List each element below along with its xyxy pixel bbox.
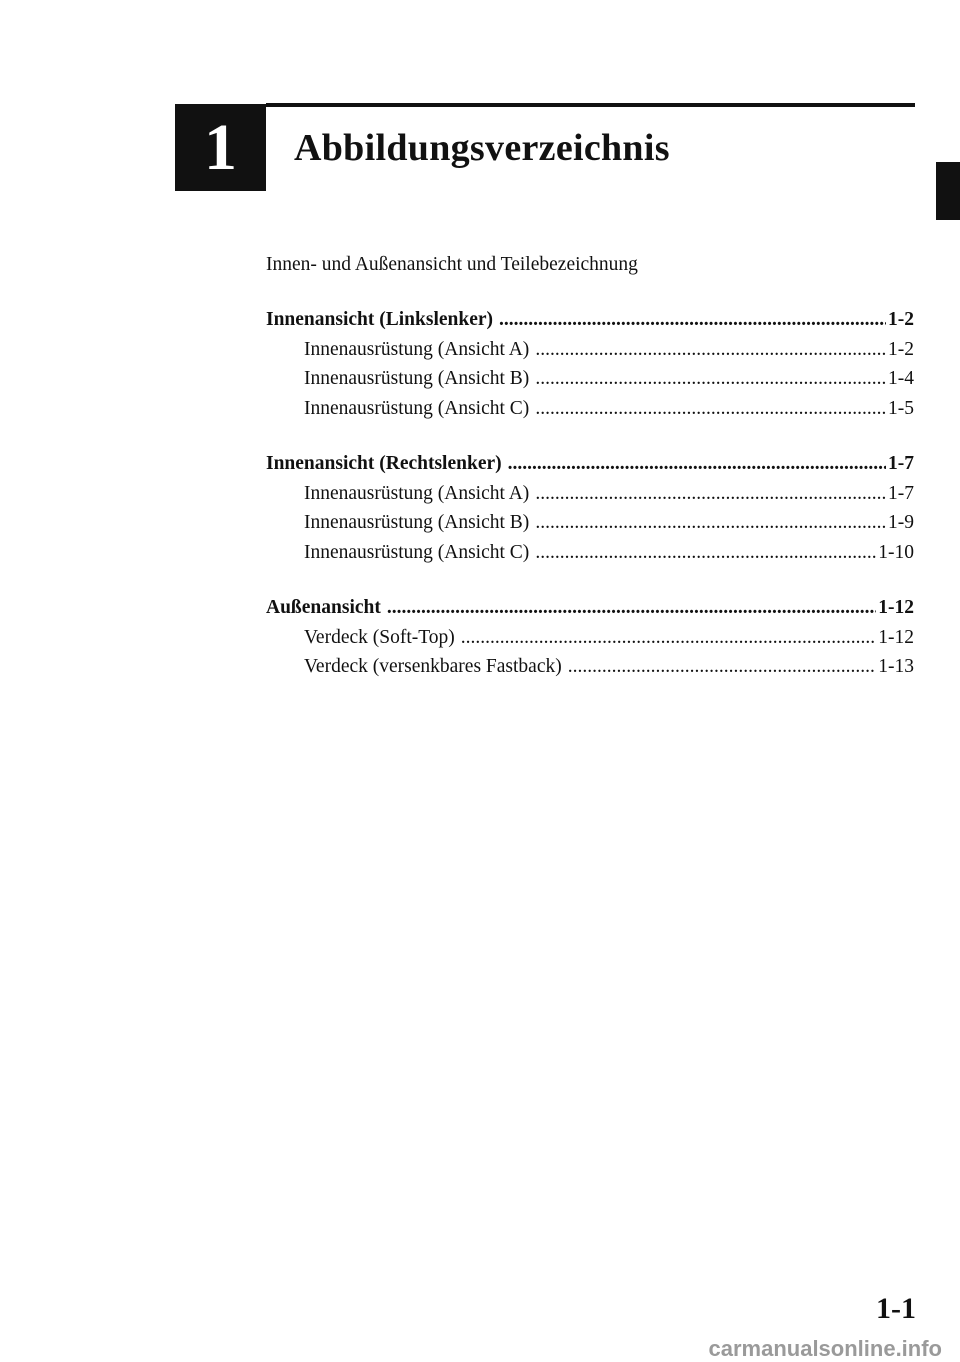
toc-entry-aussenansicht[interactable] (266, 593, 914, 623)
toc-entry-page: 1-2 (888, 309, 914, 330)
page-number: 1-1 (876, 1292, 916, 1325)
toc-entry-label: Innenausrüstung (Ansicht C) (304, 541, 530, 563)
toc-entry-page: 1-9 (888, 512, 914, 533)
toc-entry-label: Innenausrüstung (Ansicht C) (304, 397, 530, 419)
toc-entry-linkslenker-ansicht-c[interactable] (266, 394, 914, 424)
chapter-title: Abbildungsverzeichnis (294, 127, 670, 169)
toc-entry-label: Verdeck (versenkbares Fastback) (304, 656, 562, 677)
dot-leader (568, 652, 877, 682)
group-spacer (266, 567, 914, 593)
toc-entry-label: Innenansicht (Linkslenker) (266, 309, 494, 330)
toc-entry-page: 1-7 (888, 453, 914, 474)
toc-entry-label: Innenausrüstung (Ansicht B) (304, 512, 530, 533)
toc-entry-page: 1-5 (888, 397, 914, 419)
toc-entry-linkslenker-ansicht-b[interactable] (266, 364, 914, 394)
dot-leader (387, 593, 876, 623)
group-spacer (266, 423, 914, 449)
toc-entry-label: Innenausrüstung (Ansicht B) (304, 368, 530, 389)
dot-leader (535, 364, 886, 394)
dot-leader (461, 623, 876, 653)
toc-entry-innenansicht-linkslenker[interactable] (266, 305, 914, 335)
toc-entry-label: Innenausrüstung (Ansicht A) (304, 338, 530, 360)
dot-leader (508, 449, 886, 479)
toc-entry-innenansicht-rechtslenker[interactable] (266, 449, 914, 479)
toc-entry-page: 1-13 (878, 656, 914, 677)
toc-entry-rechtslenker-ansicht-c[interactable] (266, 538, 914, 568)
toc-entry-label: Außenansicht (266, 597, 381, 618)
toc-entry-rechtslenker-ansicht-a[interactable] (266, 479, 914, 509)
chapter-rule (266, 103, 915, 107)
toc-entry-page: 1-12 (878, 597, 914, 618)
dot-leader (535, 538, 876, 568)
dot-leader (535, 479, 886, 509)
watermark: carmanualsonline.info (708, 1336, 942, 1361)
dot-leader (535, 335, 886, 365)
toc-entry-label: Verdeck (Soft-Top) (304, 626, 455, 648)
dot-leader (535, 394, 886, 424)
dot-leader (499, 305, 886, 335)
toc-entry-page: 1-10 (878, 541, 914, 563)
toc-entry-page: 1-2 (888, 338, 914, 360)
toc-entry-linkslenker-ansicht-a[interactable] (266, 335, 914, 365)
chapter-edge-tab (936, 162, 960, 220)
chapter-number: 1 (204, 110, 237, 184)
toc-entry-label: Innenausrüstung (Ansicht A) (304, 482, 530, 504)
toc-entry-label: Innenansicht (Rechtslenker) (266, 453, 502, 474)
toc-entry-verdeck-fastback[interactable] (266, 652, 914, 682)
chapter-number-box (175, 104, 266, 191)
table-of-contents (266, 250, 914, 682)
toc-intro: Innen- und Außenansicht und Teilebezeichnung (266, 254, 638, 275)
dot-leader (535, 508, 886, 538)
toc-entry-rechtslenker-ansicht-b[interactable] (266, 508, 914, 538)
toc-entry-page: 1-4 (888, 368, 914, 389)
toc-entry-page: 1-12 (878, 626, 914, 648)
toc-entry-verdeck-soft-top[interactable] (266, 623, 914, 653)
toc-entry-page: 1-7 (888, 482, 914, 504)
